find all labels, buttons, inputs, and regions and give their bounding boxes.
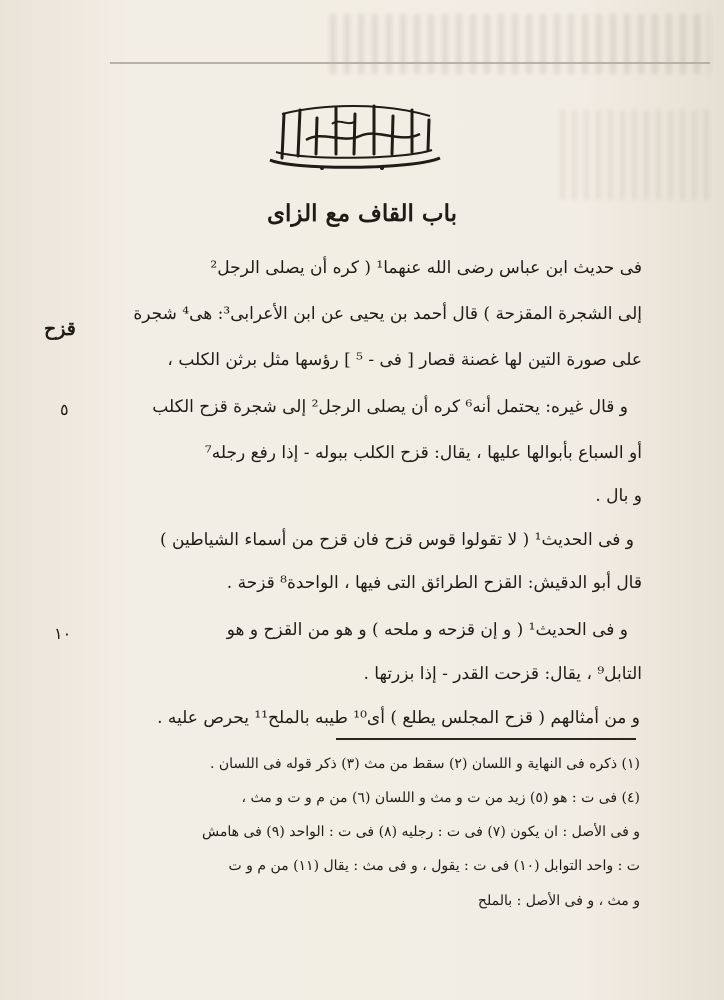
line-number: ١٠ [54,624,72,643]
footnote-line: (١) ذكره فى النهاية و اللسان (٢) سقط من مث (٣) ذكر قوله فى اللسان . [209,756,640,772]
footnote-line: (٤) فى ت : هو (٥) زيد من ت و مث و اللسان (٦) من م و ت و مث ، [241,790,640,806]
body-line: و من أمثالهم ( قزح المجلس يطلع ) أى¹⁰ طيبه بالملح¹¹ يحرص عليه . [157,708,640,728]
body-line: التابل⁹ ، يقال: قزحت القدر - إذا بزرتها . [363,664,642,684]
basmala-calligraphy-drawing [262,100,448,178]
body-line: و قال غيره: يحتمل أنه⁶ كره أن يصلى الرجل² إلى شجرة قزح الكلب [152,397,628,417]
margin-headword: قزح [44,318,76,340]
body-line: على صورة التين لها غصنة قصار [ فى - ⁵ ] رؤسها مثل برثن الكلب ، [167,350,642,370]
body-line: و فى الحديث¹ ( و إن قزحه و ملحه ) و هو من القزح و هو [226,620,628,640]
ink-bleed-through [560,110,710,200]
body-line: قال أبو الدقيش: القزح الطرائق التى فيها ، الواحدة⁸ قزحة . [226,573,642,593]
body-line: و بال . [595,486,642,506]
body-line: إلى الشجرة المقزحة ) قال أحمد بن يحيى عن ابن الأعرابى³: هى⁴ شجرة [133,304,642,324]
footnote-line: و مث ، و فى الأصل : بالملح [477,893,640,909]
body-line: و فى الحديث¹ ( لا تقولوا قوس قزح فان قزح من أسماء الشياطين ) [160,530,634,550]
body-line: أو السباع بأبوالها عليها ، يقال: قزح الكلب ببوله - إذا رفع رجله⁷ [204,443,642,463]
header-rule [110,62,710,64]
body-line: فى حديث ابن عباس رضى الله عنهما¹ ( كره أن يصلى الرجل² [210,258,642,278]
footnote-rule [336,738,636,740]
basmala-calligraphy [262,100,448,178]
ink-bleed-through [330,14,710,74]
footnote-line: و فى الأصل : ان يكون (٧) فى ت : رجليه (٨) فى ت : الواحد (٩) فى هامش [202,824,640,840]
footnote-line: ت : واحد التوابل (١٠) فى ت : يقول ، و فى مث : يقال (١١) من م و ت [228,858,640,874]
line-number: ٥ [60,400,69,419]
chapter-title: باب القاف مع الزاى [266,200,457,227]
